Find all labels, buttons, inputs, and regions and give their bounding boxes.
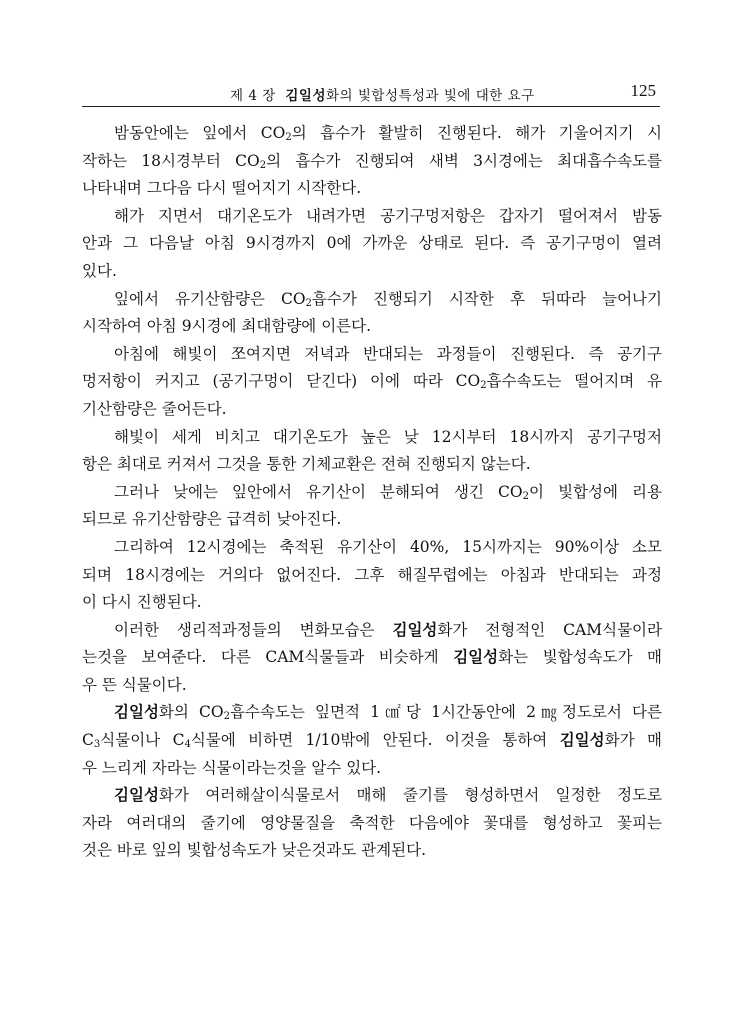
text-segment: 화가 매	[604, 731, 662, 750]
text-line	[82, 755, 662, 783]
subscript: 2	[259, 159, 267, 171]
text-line	[82, 699, 662, 727]
text-segment: 화의 CO	[158, 703, 224, 722]
text-segment: 흡수속도는 잎면적 1㎠당 1시간동안에 2㎎정도로서 다른	[230, 703, 662, 722]
text-segment: 시작하여 아침 9시경에 최대함량에 이른다.	[82, 317, 372, 336]
text-segment: 식물이나 C	[100, 731, 185, 750]
text-line	[82, 258, 662, 286]
text-segment: 되며 18시경에는 거의다 없어진다. 그후 해질무렵에는 아침과 반대되는 과정	[82, 565, 662, 584]
text-segment: 이러한 생리적과정들의 변화모습은	[114, 620, 393, 639]
text-segment: 이 빛합성에 리용	[529, 482, 663, 501]
subscript: 3	[93, 739, 101, 751]
text-line	[82, 286, 662, 314]
text-segment: C	[82, 731, 94, 750]
text-line	[82, 617, 662, 645]
flower-name: 김일성	[285, 88, 326, 104]
text-line	[82, 644, 662, 672]
text-segment: 것은 바로 잎의 빛합성속도가 낮은것과도 관계된다.	[82, 841, 426, 860]
chapter-number: 제 4 장	[230, 88, 276, 104]
text-segment: 우 뜬 식물이다.	[82, 675, 187, 694]
bold-name: 김일성	[114, 786, 159, 805]
text-segment: 그러나 낮에는 잎안에서 유기산이 분해되여 생긴 CO	[114, 482, 523, 501]
text-segment: 작하는 18시경부터 CO	[82, 151, 260, 170]
text-segment: 밤동안에는 잎에서 CO	[114, 124, 286, 142]
text-segment: 자라 여러대의 줄기에 영양물질을 축적한 다음에야 꽃대를 형성하고 꽃피는	[82, 813, 662, 832]
text-line	[82, 479, 662, 507]
text-line	[82, 727, 662, 755]
page-number: 125	[630, 81, 656, 100]
running-header	[82, 80, 660, 107]
text-line	[82, 396, 662, 424]
text-segment: 화가 전형적인 CAM식물이라	[437, 620, 662, 639]
text-line	[82, 782, 662, 810]
text-line	[82, 120, 662, 148]
text-segment: 우 느리게 자라는 식물이라는것을 알수 있다.	[82, 758, 382, 777]
text-segment: 이 다시 진행된다.	[82, 593, 202, 612]
text-line	[82, 837, 662, 865]
text-line	[82, 368, 662, 396]
text-line	[82, 313, 662, 341]
text-segment: 식물에 비하면 1/10밖에 안된다. 이것을 통하여	[190, 731, 560, 750]
subscript: 2	[223, 711, 230, 723]
text-line	[82, 672, 662, 700]
chapter-title-rest: 화의 빛합성특성과 빛에 대한 요구	[325, 88, 535, 104]
text-line	[82, 534, 662, 562]
text-line	[82, 341, 662, 369]
subscript: 2	[285, 132, 292, 143]
text-segment: 아침에 해빛이 쪼여지면 저녁과 반대되는 과정들이 진행된다. 즉 공기구	[114, 344, 662, 363]
text-segment: 멍저항이 커지고 (공기구멍이 닫긴다) 이에 따라 CO	[82, 372, 481, 391]
text-segment: 의 흡수가 활발히 진행된다. 해가 기울어지기 시	[291, 124, 662, 142]
text-segment: 의 흡수가 진행되여 새벽 3시경에는 최대흡수속도를	[266, 151, 662, 170]
text-segment: 항은 최대로 커져서 그것을 통한 기체교환은 전혀 진행되지 않는다.	[82, 455, 531, 474]
text-segment: 화는 빛합성속도가 매	[498, 648, 662, 667]
chapter-title	[230, 84, 535, 104]
text-segment: 잎에서 유기산함량은 CO	[114, 289, 306, 308]
text-segment: 되므로 유기산함량은 급격히 낮아진다.	[82, 510, 342, 529]
text-segment: 는것을 보여준다. 다른 CAM식물들과 비슷하게	[82, 648, 454, 667]
subscript: 2	[522, 490, 529, 502]
text-line	[82, 148, 662, 176]
bold-name: 김일성	[453, 648, 499, 667]
text-line	[82, 424, 662, 452]
text-line	[82, 203, 662, 231]
text-line	[82, 810, 662, 838]
text-segment: 나타내며 그다음 다시 떨어지기 시작한다.	[82, 179, 362, 198]
bold-name: 김일성	[559, 731, 605, 750]
text-segment: 화가 여러해살이식물로서 매해 줄기를 형성하면서 일정한 정도로	[158, 786, 662, 805]
text-segment: 기산함량은 줄어든다.	[82, 399, 227, 418]
bold-name: 김일성	[392, 620, 438, 639]
subscript: 2	[305, 297, 312, 309]
text-segment: 안과 그 다음날 아침 9시경까지 0에 가까운 상태로 된다. 즉 공기구멍이 열려	[82, 234, 662, 253]
text-segment: 흡수속도는 떨어지며 유	[486, 372, 662, 391]
body-text	[82, 120, 662, 865]
text-line	[82, 230, 662, 258]
text-segment: 해가 지면서 대기온도가 내려가면 공기구멍저항은 갑자기 떨어져서 밤동	[114, 206, 662, 225]
subscript: 2	[480, 380, 487, 392]
text-line	[82, 589, 662, 617]
text-line	[82, 451, 662, 479]
text-line	[82, 562, 662, 590]
bold-name: 김일성	[114, 703, 159, 722]
text-line	[82, 175, 662, 203]
text-segment: 흡수가 진행되기 시작한 후 뒤따라 늘어나기	[311, 289, 662, 308]
text-line	[82, 506, 662, 534]
text-segment: 그리하여 12시경에는 축적된 유기산이 40%, 15시까지는 90%이상 소모	[114, 537, 662, 556]
text-segment: 있다.	[82, 261, 117, 280]
subscript: 4	[184, 739, 191, 751]
text-segment: 해빛이 세게 비치고 대기온도가 높은 낮 12시부터 18시까지 공기구멍저	[114, 427, 662, 446]
